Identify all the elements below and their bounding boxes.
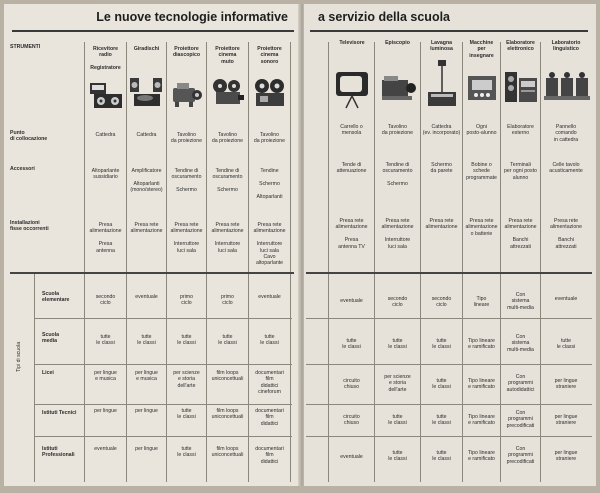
table-cell: secondo ciclo: [95, 294, 116, 307]
table-cell: primo ciclo: [221, 294, 234, 307]
table-cell: Con programmi autodidattici: [506, 374, 535, 393]
table-cell: secondo ciclo: [387, 296, 408, 309]
column-divider: [126, 42, 127, 482]
table-cell: per lingue straniere: [554, 414, 578, 427]
right-page-title: a servizio della scuola: [318, 10, 451, 24]
table-cell: Amplificatore Altoparlanti (mono/stereo): [130, 168, 163, 194]
row-label: Accessori: [10, 166, 35, 172]
table-cell: Pannello comando in cattedra: [553, 124, 579, 143]
table-cell: documentari film didattici: [255, 408, 284, 427]
table-cell: eventuale: [340, 298, 363, 304]
row-label: Punto di collocazione: [10, 130, 48, 143]
table-cell: tutte le classi: [342, 338, 361, 351]
column-header: Giradischi: [133, 46, 160, 52]
column-divider: [290, 42, 291, 482]
table-cell: eventuale: [340, 454, 363, 460]
table-cell: Tende di attenuazione: [336, 162, 367, 175]
table-cell: documentari film didattici cineforum: [255, 370, 284, 396]
table-cell: circuito chiuso: [343, 378, 360, 391]
slide-projector-icon: [169, 80, 205, 110]
table-cell: Elaboratore esterno: [507, 124, 534, 137]
title-rule: [310, 30, 588, 32]
school-type-label: Scuola elementare: [42, 291, 70, 304]
table-cell: Schermo da parete: [430, 162, 453, 175]
table-cell: Tavolino da proiezione: [253, 132, 286, 145]
table-cell: eventuale: [135, 294, 158, 300]
column-header: Ricevitore radio Registratore: [90, 46, 121, 72]
radio-recorder-icon: [88, 80, 124, 110]
table-cell: tutte le classi: [96, 334, 115, 347]
table-cell: per lingue: [135, 446, 158, 452]
table-cell: Tipo lineare e ramificato: [468, 414, 495, 427]
table-cell: tutte le classi: [177, 446, 196, 459]
row-divider: [306, 404, 592, 405]
table-cell: Presa rete alimentazione: [425, 218, 458, 231]
table-cell: Presa rete alimentazione Banchi attrezzati: [504, 218, 537, 250]
column-header: Elaboratore elettronico: [506, 40, 535, 53]
table-cell: Cattedra (ev. incorporato): [422, 124, 461, 137]
table-cell: Tipo lineare e ramificato: [468, 450, 495, 463]
table-cell: tutte le classi: [177, 334, 196, 347]
section-divider: [306, 272, 592, 274]
table-cell: Cattedra: [136, 132, 157, 138]
record-player-icon: [129, 76, 165, 108]
column-header: Proiettore diascopico: [172, 46, 201, 59]
table-cell: documentari film didattici: [255, 446, 284, 465]
table-cell: tutte le classi: [177, 408, 196, 421]
table-cell: Altoparlante sussidiario: [91, 168, 120, 181]
table-cell: Presa rete alimentazione Interruttore luci sala: [211, 222, 244, 254]
episcope-icon: [378, 72, 418, 106]
table-cell: tutte le classi: [218, 334, 237, 347]
sound-film-projector-icon: [252, 78, 288, 110]
computer-icon: [503, 66, 539, 108]
school-type-label: Istituti Tecnici: [42, 410, 77, 416]
language-lab-icon: [544, 68, 590, 106]
table-cell: eventuale: [554, 296, 578, 302]
column-header: Macchine per insegnare: [469, 40, 494, 59]
table-cell: film loops uniconcettuali: [211, 408, 244, 421]
table-cell: tutte le classi: [260, 334, 279, 347]
school-type-label: Scuola media: [42, 332, 60, 345]
table-cell: Presa rete alimentazione Presa antenna TV: [335, 218, 368, 250]
table-cell: tutte le classi: [556, 338, 576, 351]
row-divider: [306, 436, 592, 437]
table-cell: film loops uniconcettuali: [211, 370, 244, 383]
table-cell: tutte le classi: [137, 334, 156, 347]
right-page: [304, 4, 596, 486]
table-cell: primo ciclo: [180, 294, 193, 307]
table-cell: Tendine Schermo Altoparlanti: [256, 168, 283, 200]
table-cell: Tipo lineare e ramificato: [468, 378, 495, 391]
row-divider: [34, 364, 292, 365]
television-icon: [334, 68, 372, 112]
row-divider: [34, 318, 292, 319]
column-divider: [34, 274, 35, 482]
school-type-label: Istituti Professionali: [42, 446, 75, 459]
table-cell: Celle tavolo acusticamente: [549, 162, 583, 175]
column-header: Lavagna luminosa: [430, 40, 453, 53]
row-divider: [34, 436, 292, 437]
table-cell: tutte le classi: [432, 414, 451, 427]
table-cell: Ogni posto-alunno: [466, 124, 497, 137]
table-cell: per lingue e musica: [135, 370, 158, 383]
table-cell: Con programmi precodificati: [506, 446, 535, 465]
row-divider: [306, 364, 592, 365]
column-header: Proiettore cinema sonoro: [257, 46, 282, 65]
table-cell: Presa rete alimentazione Interruttore luci sala: [381, 218, 414, 250]
teaching-machine-icon: [465, 68, 499, 108]
table-cell: Tendine di oscuramento Schermo: [171, 168, 202, 194]
table-cell: Presa rete alimentazione Interruttore luci sala Cavo altoparlante: [253, 222, 286, 267]
table-cell: per scienze e storia dell'arte: [173, 370, 200, 389]
table-cell: Tavolino da proiezione: [170, 132, 203, 145]
table-cell: Presa rete alimentazione Banchi attrezzati: [549, 218, 582, 250]
column-header: Laboratorio linguistico: [551, 40, 581, 53]
table-cell: Tavolino da proiezione: [381, 124, 414, 137]
tipi-di-scuola-label: Tipi di scuola: [16, 341, 22, 372]
column-header: Proiettore cinema muto: [215, 46, 240, 65]
table-cell: Tipo lineare e ramificato: [468, 338, 495, 351]
table-cell: tutte le classi: [388, 450, 407, 463]
table-cell: eventuale: [94, 446, 117, 452]
table-cell: Presa rete alimentazione o batterie: [465, 218, 498, 237]
section-divider: [10, 272, 294, 274]
column-header: Televisore: [339, 40, 365, 46]
table-cell: Presa rete alimentazione: [130, 222, 163, 235]
silent-film-projector-icon: [210, 78, 246, 110]
table-cell: film loops uniconcettuali: [211, 446, 244, 459]
table-cell: tutte le classi: [388, 338, 407, 351]
table-cell: Tipo lineare: [473, 296, 490, 309]
table-cell: per lingue: [94, 408, 117, 414]
row-label: Installazioni fisse occorrenti: [10, 220, 49, 233]
table-cell: eventuale: [258, 294, 281, 300]
table-cell: Presa alimentazione Presa antenna: [89, 222, 122, 254]
table-cell: Tendine di oscuramento Schermo: [382, 162, 413, 188]
table-cell: per lingue straniere: [554, 450, 578, 463]
row-divider: [34, 404, 292, 405]
table-cell: Bobine o schede programmate: [466, 162, 497, 181]
table-cell: Tavolino da proiezione: [211, 132, 244, 145]
table-cell: tutte le classi: [432, 378, 451, 391]
column-divider: [84, 42, 85, 482]
table-cell: per lingue e musica: [94, 370, 117, 383]
table-cell: tutte le classi: [432, 338, 451, 351]
table-cell: per lingue: [135, 408, 158, 414]
row-divider: [306, 318, 592, 319]
table-cell: per lingue straniere: [554, 378, 578, 391]
table-cell: Con sistema multi-media: [507, 292, 534, 311]
left-page: [4, 4, 301, 486]
table-cell: circuito chiuso: [343, 414, 360, 427]
table-cell: tutte le classi: [432, 450, 451, 463]
table-cell: secondo ciclo: [431, 296, 452, 309]
table-cell: Presa rete alimentazione Interruttore luci sala: [170, 222, 203, 254]
strumenti-label: STRUMENTI: [10, 44, 41, 50]
table-cell: Tendine di oscuramento Schermo: [212, 168, 243, 194]
title-rule: [12, 30, 294, 32]
table-cell: Terminali per ogni posto alunno: [504, 162, 537, 181]
table-cell: Carrello o mensola: [340, 124, 363, 137]
table-cell: per scienze e storia dell'arte: [384, 374, 411, 393]
left-page-title: Le nuove tecnologie informative: [96, 10, 288, 24]
table-cell: Cattedra: [95, 132, 116, 138]
column-header: Episcopio: [385, 40, 410, 46]
school-type-label: Licei: [42, 370, 54, 376]
table-cell: Con programmi precodificati: [506, 410, 535, 429]
table-cell: tutte le classi: [388, 414, 407, 427]
table-cell: Con sistema multi-media: [507, 334, 534, 353]
overhead-projector-icon: [424, 56, 460, 112]
